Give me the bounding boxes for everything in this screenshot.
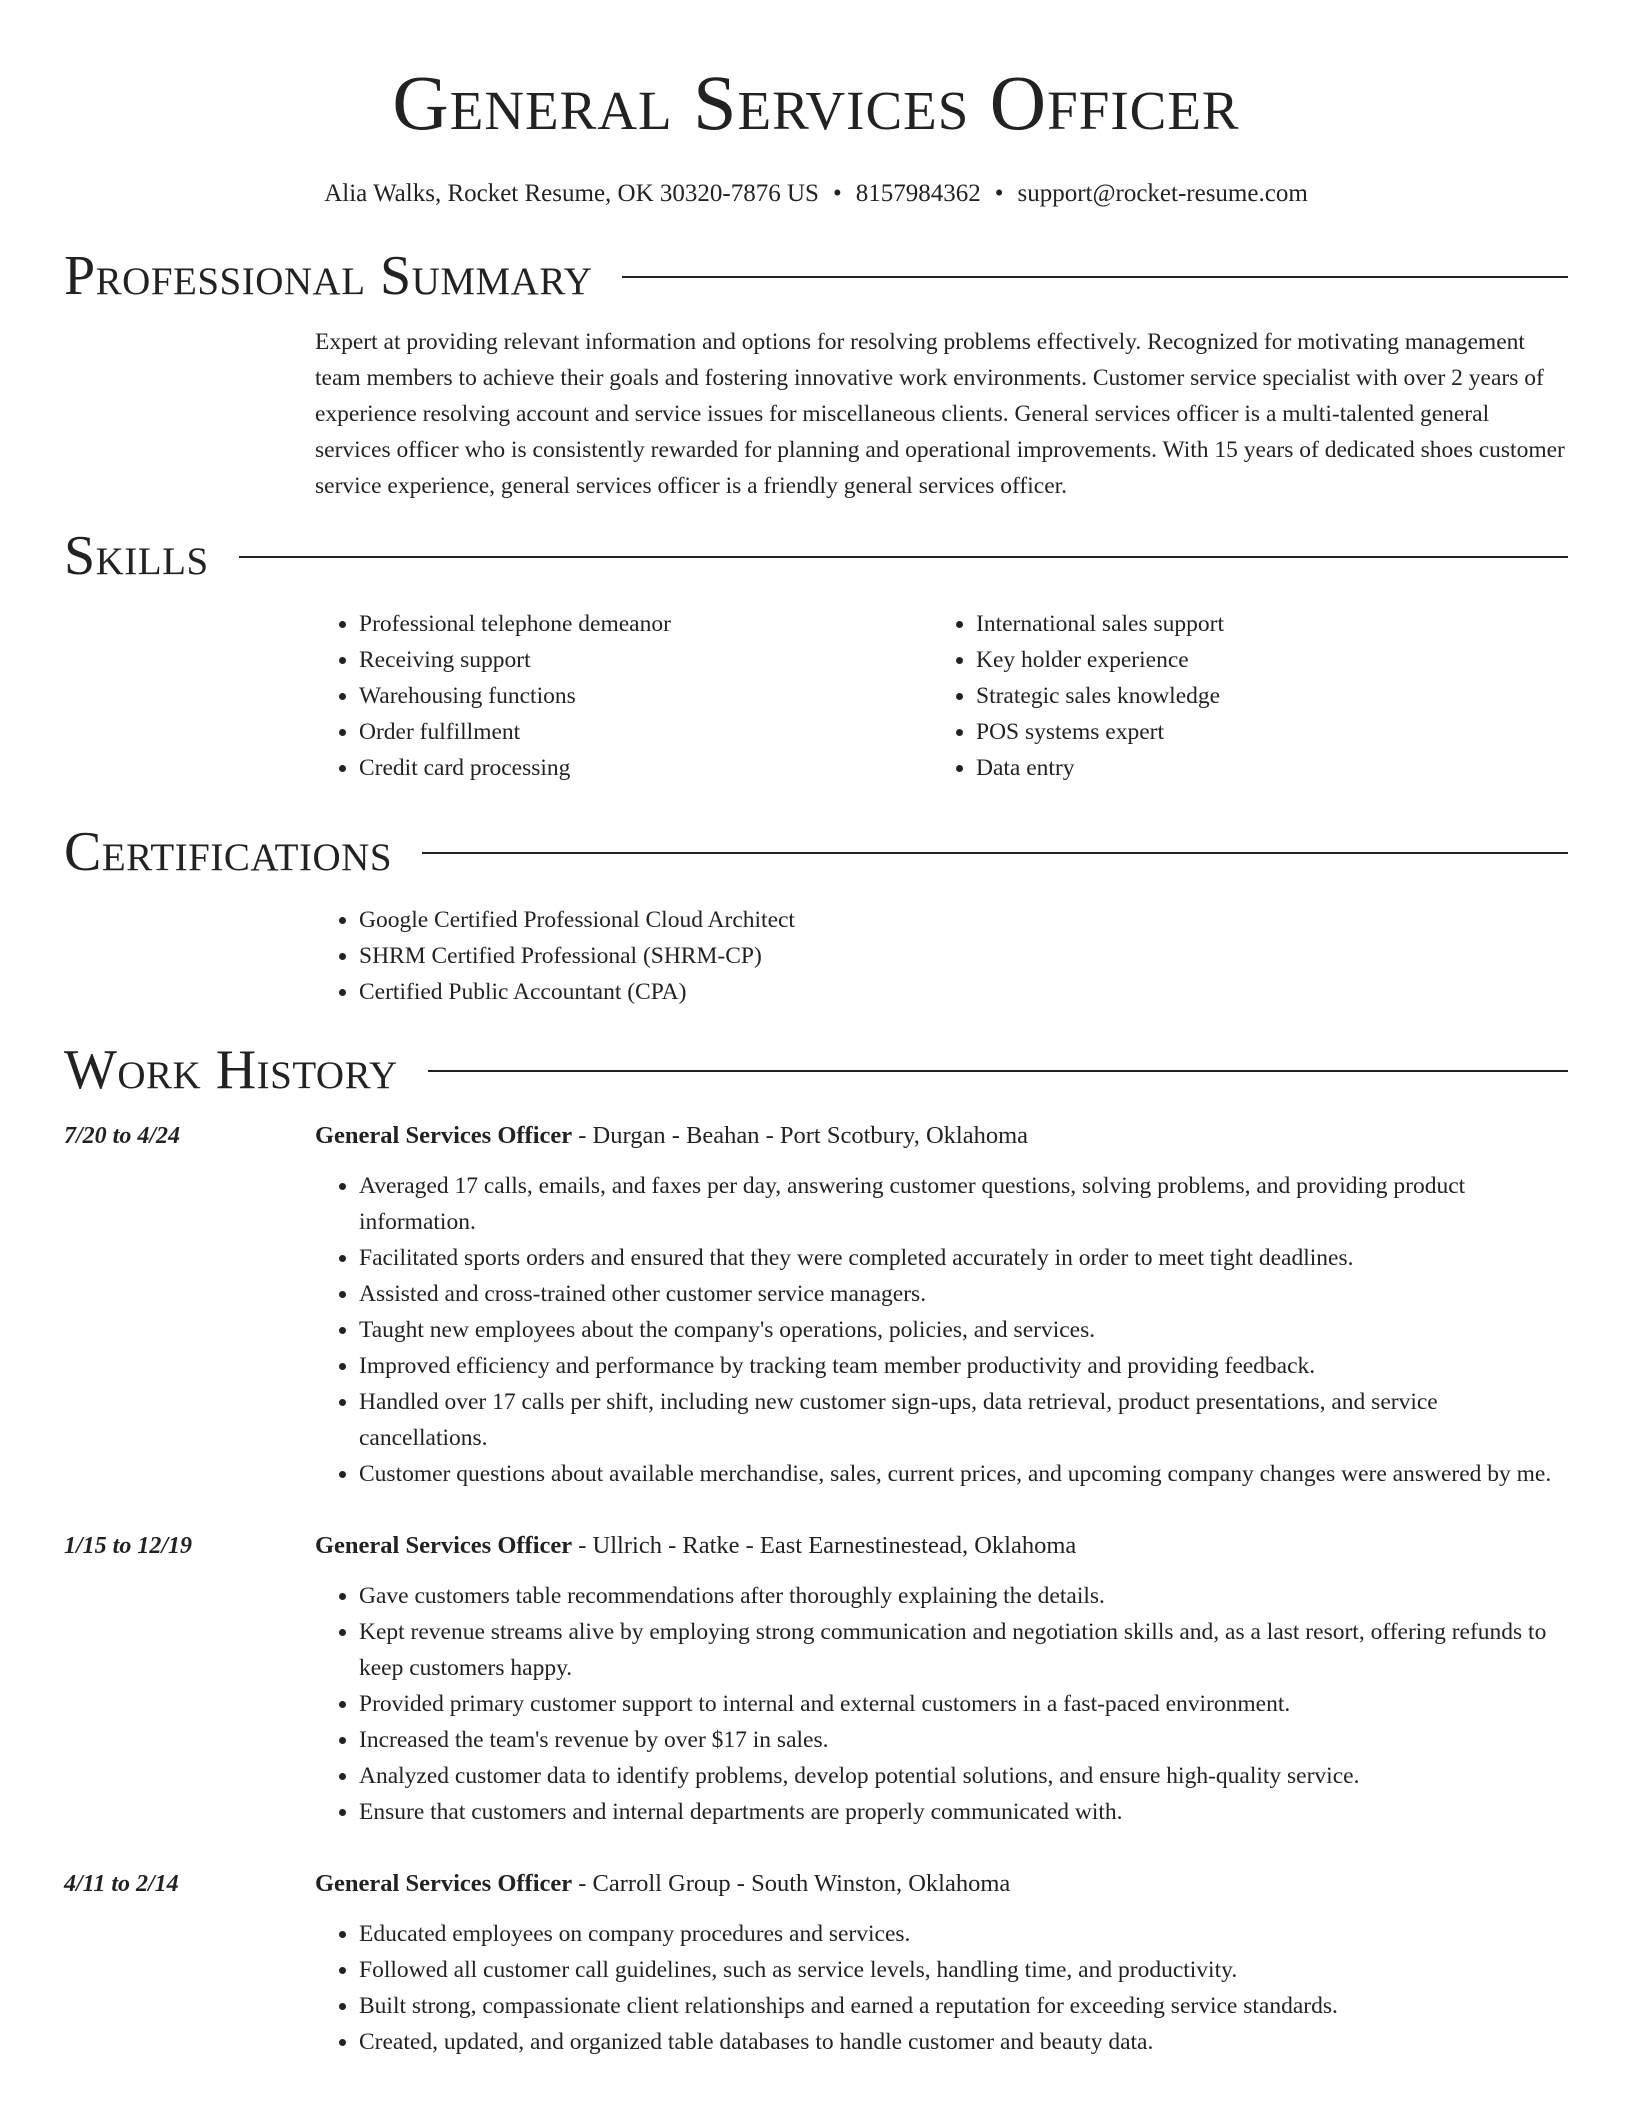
job-title-line [315,1866,1568,1902]
contact-email: support@rocket-resume.com [1017,180,1308,207]
section-divider [239,556,1568,558]
contact-line [64,178,1568,210]
certification-item: • SHRM Certified Professional (SHRM-CP) [359,938,1568,974]
job-duty: • Increased the team's revenue by over $17 in sales. [359,1722,1568,1758]
job-duty: • Assisted and cross-trained other customer service managers. [359,1276,1568,1312]
skill-item: • Professional telephone demeanor [359,606,932,642]
summary-heading: Professional Summary [64,245,593,307]
skill-item: • Strategic sales knowledge [976,678,1549,714]
section-divider [428,1070,1568,1072]
job-duty: • Averaged 17 calls, emails, and faxes per day, answering customer questions, solving problems, and providing product information. [359,1168,1568,1240]
job-duty: • Educated employees on company procedures and services. [359,1916,1568,1952]
job-duty: • Taught new employees about the company's operations, policies, and services. [359,1312,1568,1348]
job-title-line [315,1528,1568,1564]
job-title-line [315,1118,1568,1154]
job-dates: 1/15 to 12/19 [64,1533,193,1559]
job-duties-list [315,1916,1568,2060]
job-details [315,1528,1568,1830]
skill-item: • Order fulfillment [359,714,932,750]
section-divider [622,276,1568,278]
skill-item: • Key holder experience [976,642,1549,678]
candidate-name: General Services Officer [392,59,1240,146]
job-duty: • Followed all customer call guidelines, such as service levels, handling time, and productivity. [359,1952,1568,1988]
skill-item: • International sales support [976,606,1549,642]
job-entry [64,1528,1568,1830]
job-duty: • Kept revenue streams alive by employing strong communication and negotiation skills and, as a last resort, offering refunds to keep customers happy. [359,1614,1568,1686]
job-details [315,1866,1568,2060]
skill-item: • Receiving support [359,642,932,678]
contact-phone: 8157984362 [855,180,981,207]
job-duty: • Created, updated, and organized table databases to handle customer and beauty data. [359,2024,1568,2060]
skill-item: • Warehousing functions [359,678,932,714]
resume-page [64,0,1568,2060]
job-duty: • Handled over 17 calls per shift, including new customer sign-ups, data retrieval, product presentations, and service cancellations. [359,1384,1568,1456]
skill-item: • Credit card processing [359,750,932,786]
summary-section [315,324,1568,504]
job-dates: 7/20 to 4/24 [64,1123,181,1149]
certification-item: • Certified Public Accountant (CPA) [359,974,1568,1010]
skills-section [315,606,1568,786]
skills-list-left [315,606,932,786]
contact-address: Alia Walks, Rocket Resume, OK 30320-7876 US [324,180,819,207]
job-duty: • Gave customers table recommendations after thoroughly explaining the details. [359,1578,1568,1614]
work-history-section-header [64,1038,1568,1102]
job-title: General Services Officer [315,1870,573,1897]
skills-section-header [64,524,1568,588]
job-duty: • Customer questions about available merchandise, sales, current prices, and upcoming company changes were answered by me. [359,1456,1568,1492]
contact-separator: • [994,180,1004,207]
certification-item: • Google Certified Professional Cloud Architect [359,902,1568,938]
summary-section-header [64,244,1568,308]
skills-list-right [932,606,1549,786]
certifications-section-header [64,820,1568,884]
job-company: - Durgan - Beahan - Port Scotbury, Oklahoma [572,1122,1029,1149]
job-duty: • Ensure that customers and internal departments are properly communicated with. [359,1794,1568,1830]
job-duty: • Analyzed customer data to identify problems, develop potential solutions, and ensure high-quality service. [359,1758,1568,1794]
job-company: - Carroll Group - South Winston, Oklahoma [572,1870,1011,1897]
skills-heading: Skills [64,525,209,587]
job-duties-list [315,1168,1568,1492]
work-history-heading: Work History [64,1039,398,1101]
job-dates: 4/11 to 2/14 [64,1871,179,1897]
contact-separator: • [832,180,842,207]
job-details [315,1118,1568,1492]
section-divider [422,852,1568,854]
skill-item: • Data entry [976,750,1549,786]
job-title: General Services Officer [315,1122,573,1149]
job-company: - Ullrich - Ratke - East Earnestinestead, Oklahoma [572,1532,1077,1559]
job-duty: • Improved efficiency and performance by tracking team member productivity and providing feedback. [359,1348,1568,1384]
job-duty: • Built strong, compassionate client relationships and earned a reputation for exceeding service standards. [359,1988,1568,2024]
job-duty: • Facilitated sports orders and ensured that they were completed accurately in order to meet tight deadlines. [359,1240,1568,1276]
skill-item: • POS systems expert [976,714,1549,750]
certifications-heading: Certifications [64,821,393,883]
certifications-list [315,902,1568,1010]
job-entry [64,1866,1568,2060]
summary-text: Expert at providing relevant information and options for resolving problems effectively. Recognized for motivating management team members to achieve their goals and fostering innovative work environments. Customer service specialist with over 2 years of experience resolving account and service issues for miscellaneous clients. General services officer is a multi-talented general services officer who is consistently rewarded for planning and operational improvements. With 15 years of dedicated shoes customer service experience, general services officer is a friendly general services officer. [315,329,1565,499]
certifications-section [315,902,1568,1010]
job-duties-list [315,1578,1568,1830]
job-title: General Services Officer [315,1532,573,1559]
job-entry [64,1118,1568,1492]
job-duty: • Provided primary customer support to internal and external customers in a fast-paced environment. [359,1686,1568,1722]
